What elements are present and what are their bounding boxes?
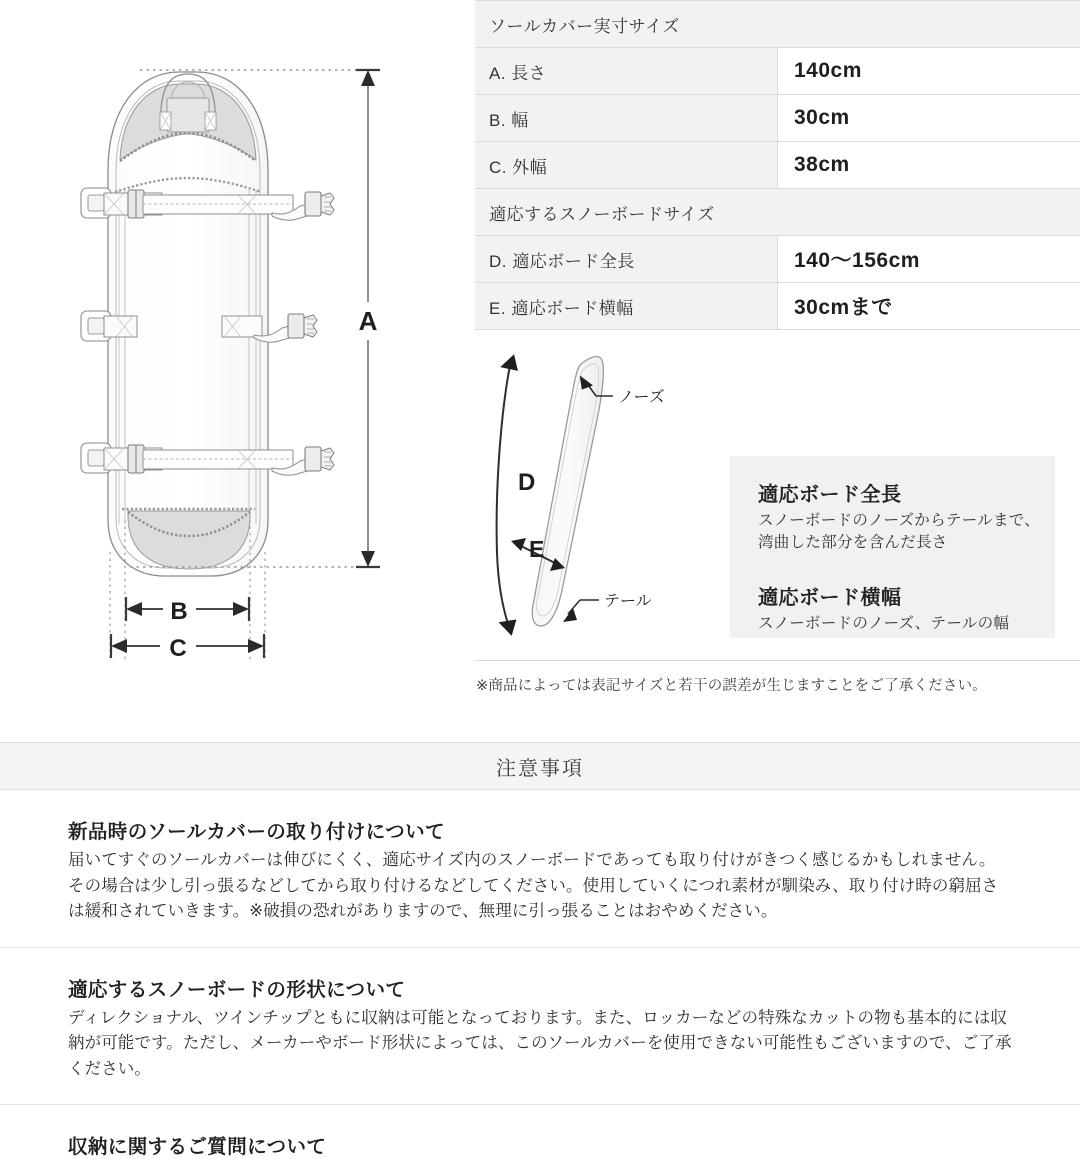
row-label-a: A. 長さ: [475, 48, 778, 95]
table-row: [475, 236, 1080, 283]
row-label-b: B. 幅: [475, 95, 778, 142]
sole-cover-illustration: [0, 0, 475, 700]
callout-title-width: 適応ボード横幅: [758, 581, 1055, 610]
notice-item: [0, 1105, 1080, 1159]
dim-c-arrow-left: [111, 639, 127, 653]
dim-b-arrow-left: [126, 602, 142, 616]
notice-item-title: 新品時のソールカバーの取り付けについて: [68, 816, 1012, 844]
table-section-header-cover: [475, 1, 1080, 48]
dim-d-arrow-bottom: [499, 619, 520, 638]
dim-b-label: B: [170, 598, 187, 625]
dim-a-arrow-up: [361, 70, 375, 86]
dim-a-arrow-down: [361, 551, 375, 567]
notice-item-title: 収納に関するご質問について: [68, 1131, 1012, 1159]
snowboard-illustration: [485, 338, 735, 658]
sole-cover-diagram: [0, 0, 475, 700]
row-value-b: 30cm: [778, 95, 1080, 142]
row-label-d: D. 適応ボード全長: [475, 236, 778, 283]
row-label-c: C. 外幅: [475, 142, 778, 189]
table-row: [475, 48, 1080, 95]
callout-body-width-line1: スノーボードのノーズ、テールの幅: [758, 613, 1055, 635]
dim-d-arrow-top: [500, 352, 522, 372]
notice-list: [0, 790, 1080, 1159]
dim-c-label: C: [169, 635, 186, 662]
nose-label: ノーズ: [618, 388, 665, 406]
notice-banner: [0, 742, 1080, 790]
callout-body-width: [758, 613, 1055, 635]
footnote-text: ※商品によっては表記サイズと若干の誤差が生じますことをご了承ください。: [476, 674, 1076, 695]
dim-e-label: E: [529, 536, 544, 562]
dim-b-arrow-right: [233, 602, 249, 616]
footnote-divider: [475, 660, 1080, 661]
dim-d-line: [497, 360, 511, 630]
notice-item: [0, 948, 1080, 1106]
section-header-label-2: 適応するスノーボードサイズ: [475, 189, 1080, 236]
row-value-a: 140cm: [778, 48, 1080, 95]
callout-title-length: 適応ボード全長: [758, 478, 1055, 507]
table-section-header-board: [475, 189, 1080, 236]
tail-arrow: [563, 608, 577, 622]
dim-c-arrow-right: [248, 639, 264, 653]
section-header-label: ソールカバー実寸サイズ: [475, 1, 1080, 48]
callout-body-length: [758, 510, 1055, 555]
cover-handle-wrap: [167, 98, 209, 132]
dim-d-label: D: [518, 469, 535, 496]
row-value-e: 30cmまで: [778, 283, 1080, 330]
row-label-e: E. 適応ボード横幅: [475, 283, 778, 330]
callout-body-length-line1: スノーボードのノーズからテールまで、: [758, 510, 1055, 532]
row-value-c: 38cm: [778, 142, 1080, 189]
spec-column: [475, 0, 1080, 742]
callout-spacer: [758, 555, 1055, 581]
callout-body-length-line2: 湾曲した部分を含んだ長さ: [758, 532, 1055, 554]
size-spec-table: [475, 0, 1080, 330]
table-row: [475, 142, 1080, 189]
table-row: [475, 95, 1080, 142]
notice-banner-title: 注意事項: [496, 752, 584, 781]
table-row: [475, 283, 1080, 330]
dim-e-arrow-left: [511, 538, 526, 551]
tail-label: テール: [604, 593, 652, 610]
board-outline: [532, 357, 603, 626]
notice-item-body: ディレクショナル、ツインチップともに収納は可能となっております。また、ロッカーなどの特殊なカットの物も基本的には収納が可能です。ただし、メーカーやボード形状によっては、このソールカバーを使用できない可能性もございますので、ご了承ください。: [68, 1006, 1012, 1083]
board-size-callout: [730, 456, 1055, 638]
notice-item-title: 適応するスノーボードの形状について: [68, 974, 1012, 1002]
row-value-d: 140〜156cm: [778, 236, 1080, 283]
notice-item-body: 届いてすぐのソールカバーは伸びにくく、適応サイズ内のスノーボードであっても取り付けがきつく感じるかもしれません。その場合は少し引っ張るなどしてから取り付けるなどしてください。使用していくにつれ素材が馴染み、取り付け時の窮屈さは緩和されていきます。※破損の恐れがありますので、無理に引っ張ることはおやめください。: [68, 848, 1012, 925]
board-diagram-block: [475, 338, 1080, 658]
notice-item: [0, 790, 1080, 948]
dim-a-label: A: [359, 306, 378, 336]
